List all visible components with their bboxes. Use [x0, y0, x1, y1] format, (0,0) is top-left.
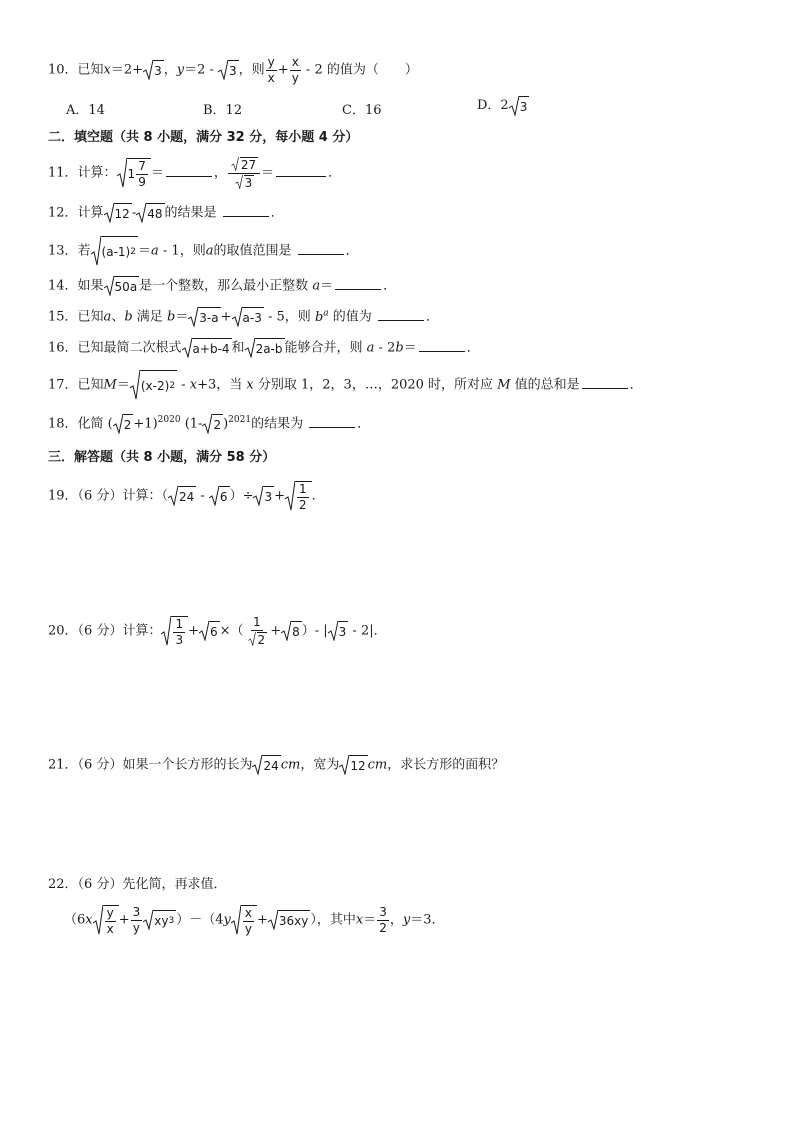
q18-tail: 的结果为: [251, 416, 304, 432]
sqrt-expression: 48: [136, 203, 164, 223]
sqrt-expression: 3-a: [188, 307, 220, 327]
q16-and: 和: [231, 340, 245, 356]
question-22: [48, 878, 226, 891]
answer-blank[interactable]: [166, 164, 212, 177]
q15-mid: 满足: [136, 309, 163, 325]
q16-tail: 能够合并，则: [284, 340, 363, 356]
sqrt-expression: y x: [93, 905, 119, 935]
sqrt-expression: 1 2: [285, 481, 312, 511]
option-b[interactable]: B．12: [203, 103, 243, 118]
q17-tail2: 值的总和是: [514, 377, 580, 393]
sqrt-expression: 24: [168, 486, 196, 506]
question-19: 19．（6 分）计算：（ 24 - 6 ）÷ 3 + 1 2 ．: [48, 482, 325, 512]
section-answer-heading: 三．解答题（共 8 小题，满分 58 分）: [48, 450, 276, 465]
question-20: 20．（6 分）计算： 1 3 + 6 ×（ $\frac{1}{2}$ + 8 ）- | 3 - 2|．: [48, 615, 387, 647]
q21-tail: ，求长方形的面积？: [387, 757, 505, 773]
fraction: $\frac{3}{y}$: [132, 905, 141, 935]
sqrt-expression: 3: [143, 60, 164, 80]
q21-mid: ，宽为: [300, 757, 340, 773]
sqrt-expression: 3: [253, 486, 274, 506]
q11-stem: 11．计算：: [48, 165, 117, 181]
sqrt-expression: a+b-4: [182, 338, 232, 358]
option-c[interactable]: C．16: [342, 103, 382, 118]
option-d-label: D．2: [477, 98, 509, 113]
answer-blank[interactable]: [582, 376, 628, 389]
section-fill-heading: 二．填空题（共 8 小题，满分 32 分，每小题 4 分）: [48, 130, 359, 145]
question-21: 21．（6 分）如果一个长方形的长为 24 cm，宽为 12 cm，求长方形的面积？: [48, 755, 504, 775]
sqrt-expression: 2a-b: [245, 338, 285, 358]
option-a[interactable]: A．14: [66, 103, 105, 118]
question-15: 15．已知a、b 满足 b＝ 3-a + a-3 - 5，则 $b^a$ 的值为 ．: [48, 308, 439, 325]
sqrt-expression: 12: [104, 203, 132, 223]
q19-stem: 19．（6 分）计算：: [48, 488, 162, 504]
answer-blank[interactable]: [378, 308, 424, 321]
question-12: 12．计算 12 - 48 的结果是 ．: [48, 203, 284, 223]
q21-stem: 21．（6 分）如果一个长方形的长为: [48, 757, 253, 773]
q15-tail2: 的值为: [332, 309, 372, 325]
question-14: 14．如果 50a 是一个整数，那么最小正整数 a＝ ．: [48, 276, 396, 296]
question-11: 11．计算： 1 7 9 ＝ ， $\frac{27}{3}$ ＝ ．: [48, 158, 342, 190]
sqrt-expression: 6: [209, 486, 230, 506]
fraction: $\frac{27}{3}$: [228, 157, 260, 189]
answer-blank[interactable]: [419, 339, 465, 352]
q13-tail: 的取值范围是: [213, 243, 292, 259]
answer-blank[interactable]: [223, 204, 269, 217]
sqrt-expression: 50a: [104, 276, 140, 296]
sqrt-expression: (a-1) 2: [91, 236, 138, 266]
question-13: 13．若 (a-1) 2 ＝a - 1，则a的取值范围是 ．: [48, 236, 359, 266]
q16-stem: 16．已知最简二次根式: [48, 340, 182, 356]
q14-stem: 14．如果: [48, 278, 104, 294]
answer-blank[interactable]: [309, 415, 355, 428]
sqrt-expression: 8: [281, 621, 302, 641]
q12-tail: 的结果是: [164, 205, 217, 221]
sqrt-expression: 1 3: [161, 616, 188, 646]
sqrt-expression: 36xy: [268, 910, 310, 930]
sqrt-expression: 1 7 9: [117, 158, 151, 188]
q15-stem: 15．已知: [48, 309, 104, 325]
fraction: $\frac{y}{x}$: [267, 55, 275, 85]
q17-tail: 分别取 1，2，3，…，2020 时，所对应: [257, 377, 494, 393]
q20-stem: 20．（6 分）计算：: [48, 623, 162, 639]
q10-stem: 10．已知: [48, 62, 104, 78]
question-22-expression: （6x y x + $\frac{3}{y}$ xy 3 ）－（4y x y + 36xy ），其中x＝ $\frac{3}{2}$ ，y＝3．: [64, 905, 445, 936]
option-d[interactable]: [477, 94, 529, 116]
q17-mid: ，当: [216, 377, 243, 393]
fraction: $\frac{1}{2}$: [245, 616, 270, 646]
q15-tail1: ，则: [284, 309, 311, 325]
sqrt-expression: 3: [328, 621, 349, 641]
answer-paren: （ ）: [365, 62, 418, 78]
fraction: $\frac{3}{2}$: [379, 905, 387, 935]
q13-mid: ，则: [179, 243, 206, 259]
q13-stem: 13．若: [48, 243, 91, 259]
sqrt-expression: 24: [252, 755, 280, 775]
sqrt-expression: x y: [231, 905, 257, 935]
fraction: $\frac{x}{y}$: [291, 55, 299, 85]
q17-stem: 17．已知: [48, 377, 104, 393]
q18-stem: 18．化简: [48, 416, 104, 432]
answer-blank[interactable]: [335, 277, 381, 290]
answer-blank[interactable]: [276, 164, 326, 177]
sqrt-expression: a-3: [232, 307, 264, 327]
sqrt-expression: 2: [113, 414, 134, 434]
sqrt-expression: 3: [218, 60, 239, 80]
answer-blank[interactable]: [298, 242, 344, 255]
q22-where: ，其中: [316, 912, 356, 928]
sqrt-expression: (x-2) 2: [130, 370, 177, 400]
sqrt-expression: 2: [202, 414, 223, 434]
q12-stem: 12．计算: [48, 205, 104, 221]
question-18: 18．化简 ( 2 +1)$^{2020}$ (1- 2 )$^{2021}$的结果为 ．: [48, 415, 371, 432]
sqrt-expression: 3: [509, 96, 530, 116]
question-16: 16．已知最简二次根式 a+b-4 和 2a-b 能够合并，则 a - 2b＝ ．: [48, 338, 480, 358]
q14-mid: 是一个整数，那么最小正整数: [139, 278, 309, 294]
sqrt-expression: xy 3: [143, 910, 176, 930]
q22-stem: 22．（6 分）先化简，再求值．: [48, 877, 227, 892]
sqrt-expression: 6: [199, 621, 220, 641]
sqrt-expression: 12: [339, 755, 367, 775]
question-17: 17．已知M＝ (x-2) 2 - x+3，当 x 分别取 1，2，3，…，2020 时，所对应 M 值的总和是 ．: [48, 370, 643, 400]
question-10: 10．已知x＝2+ 3 ，y＝2 - 3 ，则 $\frac{y}{x}$ + $\frac{x}{y}$ - 2 的值为（ ）: [48, 55, 418, 85]
